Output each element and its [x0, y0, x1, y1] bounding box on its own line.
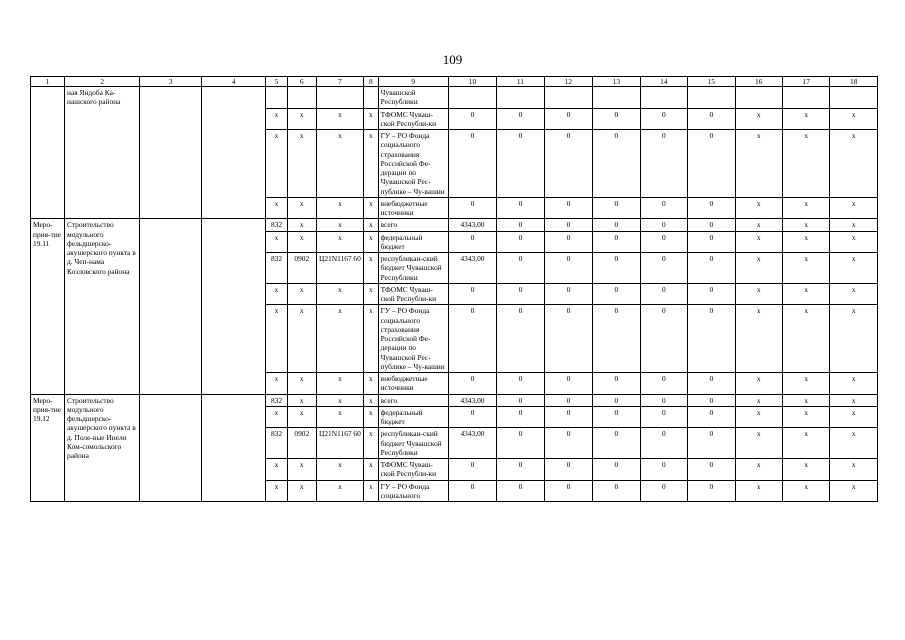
year-value — [640, 87, 687, 109]
year-value: 0 — [593, 373, 640, 395]
funding-source: ТФОМС Чуваш-ской Республи-ки — [378, 283, 448, 305]
section-code: x — [287, 219, 316, 231]
target-article-code — [316, 87, 363, 109]
year-value: 0 — [544, 197, 592, 219]
year-value: x — [735, 219, 782, 231]
target-article-code: x — [316, 394, 363, 406]
year-value: 0 — [544, 283, 592, 305]
year-value: 0 — [688, 459, 735, 481]
section-code: x — [287, 373, 316, 395]
responsible-executor — [140, 394, 202, 502]
target-article-code: x — [316, 373, 363, 395]
measure-number — [31, 87, 65, 219]
year-value: x — [830, 108, 878, 130]
measure-number: Меро-прия-тие 19.12 — [31, 394, 65, 502]
target-article-code: Ц21N1167 60 — [316, 428, 363, 459]
year-value: x — [830, 130, 878, 198]
column-number: 9 — [378, 77, 448, 87]
grbs-code: 832 — [266, 428, 288, 459]
year-value: 0 — [544, 108, 592, 130]
year-value: 0 — [688, 406, 735, 428]
column-number: 3 — [140, 77, 202, 87]
year-value: x — [782, 373, 829, 395]
column-number: 11 — [497, 77, 544, 87]
expense-type-code: x — [364, 480, 378, 502]
year-value: 0 — [497, 108, 544, 130]
year-value: 0 — [497, 406, 544, 428]
year-value: x — [782, 394, 829, 406]
year-value: x — [782, 406, 829, 428]
funding-source: всего — [378, 394, 448, 406]
year-value: 0 — [544, 231, 592, 253]
funding-source: ТФОМС Чуваш-ской Республи-ки — [378, 459, 448, 481]
page-number: 109 — [442, 52, 463, 67]
year-value: 0 — [640, 480, 687, 502]
target-article-code: x — [316, 130, 363, 198]
year-value: 0 — [593, 197, 640, 219]
section-code: x — [287, 459, 316, 481]
funding-source: внебюджетные источники — [378, 197, 448, 219]
year-value: 0 — [497, 394, 544, 406]
year-value: 0 — [640, 373, 687, 395]
year-value — [448, 87, 496, 109]
year-value: x — [830, 197, 878, 219]
column-number: 4 — [202, 77, 266, 87]
year-value: x — [782, 459, 829, 481]
year-value: 0 — [593, 108, 640, 130]
section-code: x — [287, 197, 316, 219]
year-value: 0 — [593, 406, 640, 428]
year-value: 0 — [544, 480, 592, 502]
expected-result — [202, 87, 266, 219]
expense-type-code: x — [364, 428, 378, 459]
column-number: 17 — [782, 77, 829, 87]
expected-result — [202, 219, 266, 394]
year-value: 0 — [448, 197, 496, 219]
year-value: 0 — [640, 459, 687, 481]
grbs-code: 832 — [266, 394, 288, 406]
year-value: 0 — [544, 459, 592, 481]
target-article-code: x — [316, 283, 363, 305]
year-value: x — [782, 305, 829, 373]
year-value: 0 — [688, 253, 735, 284]
year-value: 4343,00 — [448, 428, 496, 459]
column-number: 6 — [287, 77, 316, 87]
funding-source: федеральный бюджет — [378, 231, 448, 253]
year-value — [544, 87, 592, 109]
year-value: 0 — [448, 406, 496, 428]
section-code: x — [287, 480, 316, 502]
measure-number: Меро-прия-тие 19.11 — [31, 219, 65, 394]
year-value: 0 — [497, 373, 544, 395]
year-value: 0 — [448, 459, 496, 481]
year-value: 0 — [688, 130, 735, 198]
year-value: x — [735, 394, 782, 406]
expense-type-code: x — [364, 305, 378, 373]
year-value: x — [735, 428, 782, 459]
year-value: x — [782, 231, 829, 253]
column-number: 8 — [364, 77, 378, 87]
year-value: 0 — [593, 283, 640, 305]
funding-source: ГУ – РО Фонда социального — [378, 480, 448, 502]
year-value: 0 — [497, 219, 544, 231]
year-value: x — [830, 231, 878, 253]
year-value: 0 — [640, 108, 687, 130]
year-value: 0 — [640, 130, 687, 198]
year-value: 0 — [593, 428, 640, 459]
column-number: 15 — [688, 77, 735, 87]
funding-source: Чувашской Республики — [378, 87, 448, 109]
year-value: x — [782, 108, 829, 130]
grbs-code: 832 — [266, 253, 288, 284]
year-value: 0 — [593, 219, 640, 231]
year-value: 0 — [497, 459, 544, 481]
budget-table — [30, 76, 878, 502]
year-value: x — [830, 459, 878, 481]
year-value: 0 — [593, 459, 640, 481]
grbs-code: x — [266, 459, 288, 481]
funding-source: всего — [378, 219, 448, 231]
year-value: 0 — [497, 283, 544, 305]
year-value: 0 — [593, 305, 640, 373]
section-code: x — [287, 108, 316, 130]
column-number: 5 — [266, 77, 288, 87]
year-value: 0 — [688, 373, 735, 395]
column-number-row — [31, 77, 878, 87]
year-value — [735, 87, 782, 109]
responsible-executor — [140, 219, 202, 394]
year-value: 0 — [448, 305, 496, 373]
year-value: 0 — [688, 283, 735, 305]
section-code: 0902 — [287, 428, 316, 459]
target-article-code: x — [316, 480, 363, 502]
year-value: x — [830, 480, 878, 502]
year-value: x — [782, 197, 829, 219]
column-number: 1 — [31, 77, 65, 87]
year-value: 0 — [688, 394, 735, 406]
funding-source: республикан-ский бюджет Чувашской Республики — [378, 253, 448, 284]
year-value: x — [782, 130, 829, 198]
year-value: x — [782, 480, 829, 502]
measure-name: Строительство модульного фельдшерско-акушерского пункта в д. Поле-вые Инели Ком-сомольского района — [65, 394, 140, 502]
year-value: x — [735, 130, 782, 198]
column-number: 12 — [544, 77, 592, 87]
table-row — [31, 87, 878, 109]
year-value: 0 — [544, 406, 592, 428]
section-code: x — [287, 130, 316, 198]
year-value — [688, 87, 735, 109]
grbs-code: x — [266, 406, 288, 428]
grbs-code: x — [266, 108, 288, 130]
target-article-code: x — [316, 459, 363, 481]
year-value: x — [830, 253, 878, 284]
year-value: x — [735, 253, 782, 284]
column-number: 2 — [65, 77, 140, 87]
year-value: 0 — [544, 253, 592, 284]
funding-source: внебюджетные источники — [378, 373, 448, 395]
year-value: 0 — [497, 480, 544, 502]
expense-type-code: x — [364, 108, 378, 130]
expense-type-code: x — [364, 231, 378, 253]
year-value: 0 — [640, 394, 687, 406]
year-value: x — [735, 108, 782, 130]
responsible-executor — [140, 87, 202, 219]
year-value: 0 — [640, 219, 687, 231]
year-value: 0 — [688, 219, 735, 231]
year-value — [782, 87, 829, 109]
year-value: 0 — [640, 253, 687, 284]
year-value: 0 — [448, 231, 496, 253]
year-value: 0 — [640, 305, 687, 373]
section-code: 0902 — [287, 253, 316, 284]
section-code: x — [287, 406, 316, 428]
year-value: 0 — [688, 197, 735, 219]
section-code — [287, 87, 316, 109]
target-article-code: x — [316, 305, 363, 373]
year-value — [497, 87, 544, 109]
year-value: 4343,00 — [448, 394, 496, 406]
measure-name: ная Яндоба Ка-нашского района — [65, 87, 140, 219]
expense-type-code: x — [364, 373, 378, 395]
section-code: x — [287, 394, 316, 406]
grbs-code: x — [266, 283, 288, 305]
target-article-code: x — [316, 197, 363, 219]
year-value: 0 — [688, 480, 735, 502]
year-value: x — [735, 283, 782, 305]
year-value: 0 — [593, 253, 640, 284]
year-value: x — [735, 231, 782, 253]
year-value — [830, 87, 878, 109]
year-value: 0 — [448, 480, 496, 502]
column-number: 16 — [735, 77, 782, 87]
year-value: 0 — [640, 197, 687, 219]
grbs-code: x — [266, 231, 288, 253]
expense-type-code: x — [364, 219, 378, 231]
expense-type-code: x — [364, 197, 378, 219]
year-value: 0 — [688, 428, 735, 459]
section-code: x — [287, 305, 316, 373]
year-value: x — [735, 305, 782, 373]
expense-type-code — [364, 87, 378, 109]
year-value: 0 — [497, 197, 544, 219]
funding-source: федеральный бюджет — [378, 406, 448, 428]
expense-type-code: x — [364, 459, 378, 481]
year-value: 0 — [544, 219, 592, 231]
funding-source: республикан-ский бюджет Чувашской Республики — [378, 428, 448, 459]
funding-source: ТФОМС Чуваш-ской Республи-ки — [378, 108, 448, 130]
year-value: x — [735, 406, 782, 428]
year-value: x — [830, 219, 878, 231]
year-value: 0 — [593, 231, 640, 253]
year-value: 4343,00 — [448, 219, 496, 231]
grbs-code: 832 — [266, 219, 288, 231]
year-value: 0 — [448, 283, 496, 305]
expense-type-code: x — [364, 406, 378, 428]
year-value: 4343,00 — [448, 253, 496, 284]
year-value: 0 — [544, 130, 592, 198]
year-value: 0 — [497, 305, 544, 373]
target-article-code: x — [316, 406, 363, 428]
year-value: 0 — [448, 130, 496, 198]
year-value: 0 — [640, 231, 687, 253]
funding-source: ГУ – РО Фонда социального страхования Российской Фе-дерации по Чувашской Рес-публике – Чу-вашии — [378, 130, 448, 198]
section-code: x — [287, 231, 316, 253]
grbs-code: x — [266, 197, 288, 219]
year-value: 0 — [593, 394, 640, 406]
year-value: 0 — [497, 231, 544, 253]
grbs-code: x — [266, 373, 288, 395]
year-value: 0 — [688, 305, 735, 373]
measure-name: Строительство модульного фельдшерско-акушерского пункта в д. Чеп-нама Козловского района — [65, 219, 140, 394]
year-value: x — [830, 305, 878, 373]
year-value: x — [830, 373, 878, 395]
year-value: 0 — [497, 253, 544, 284]
year-value: 0 — [688, 231, 735, 253]
year-value: 0 — [448, 108, 496, 130]
year-value: x — [782, 428, 829, 459]
year-value: x — [735, 459, 782, 481]
funding-source: ГУ – РО Фонда социального страхования Российской Фе-дерации по Чувашской Рес-публике – Чу-вашии — [378, 305, 448, 373]
year-value: 0 — [688, 108, 735, 130]
year-value: 0 — [544, 428, 592, 459]
column-number: 18 — [830, 77, 878, 87]
year-value: 0 — [497, 130, 544, 198]
year-value: x — [830, 394, 878, 406]
grbs-code — [266, 87, 288, 109]
year-value: x — [830, 406, 878, 428]
grbs-code: x — [266, 305, 288, 373]
year-value: x — [830, 283, 878, 305]
year-value: 0 — [640, 428, 687, 459]
year-value: x — [782, 219, 829, 231]
expense-type-code: x — [364, 130, 378, 198]
year-value: 0 — [544, 373, 592, 395]
target-article-code: x — [316, 231, 363, 253]
expense-type-code: x — [364, 283, 378, 305]
grbs-code: x — [266, 130, 288, 198]
section-code: x — [287, 283, 316, 305]
year-value: x — [782, 253, 829, 284]
year-value: x — [735, 373, 782, 395]
column-number: 13 — [593, 77, 640, 87]
expense-type-code: x — [364, 253, 378, 284]
year-value: 0 — [497, 428, 544, 459]
year-value: x — [735, 480, 782, 502]
year-value — [593, 87, 640, 109]
column-number: 14 — [640, 77, 687, 87]
year-value: 0 — [593, 480, 640, 502]
expense-type-code: x — [364, 394, 378, 406]
target-article-code: x — [316, 108, 363, 130]
column-number: 7 — [316, 77, 363, 87]
column-number: 10 — [448, 77, 496, 87]
year-value: 0 — [544, 305, 592, 373]
year-value: 0 — [544, 394, 592, 406]
year-value: x — [830, 428, 878, 459]
grbs-code: x — [266, 480, 288, 502]
year-value: x — [782, 283, 829, 305]
target-article-code: x — [316, 219, 363, 231]
year-value: 0 — [640, 406, 687, 428]
year-value: x — [735, 197, 782, 219]
table-row — [31, 394, 878, 406]
year-value: 0 — [640, 283, 687, 305]
table-row — [31, 219, 878, 231]
expected-result — [202, 394, 266, 502]
year-value: 0 — [593, 130, 640, 198]
year-value: 0 — [448, 373, 496, 395]
target-article-code: Ц21N1167 60 — [316, 253, 363, 284]
